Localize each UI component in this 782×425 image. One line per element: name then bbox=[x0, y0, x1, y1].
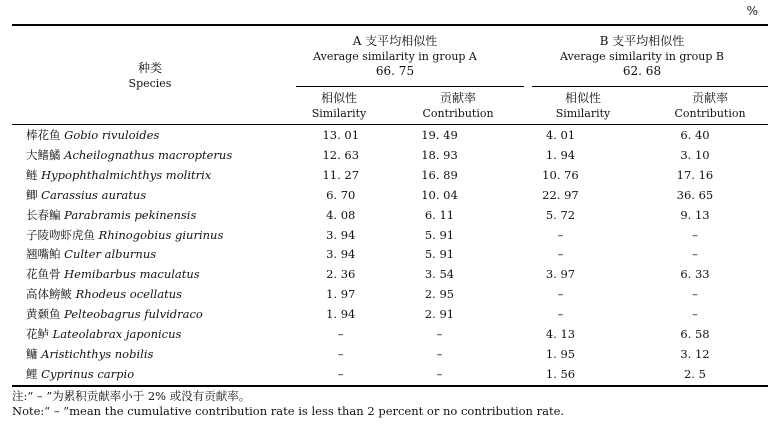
a-sim-cell: 3. 94 bbox=[326, 247, 356, 262]
species-header-zh: 种类 bbox=[137, 61, 162, 75]
group-b-divider bbox=[532, 86, 768, 87]
b-con-cell: 3. 10 bbox=[680, 147, 710, 162]
group-a-title-zh: A 支平均相似性 bbox=[352, 34, 438, 48]
a-sim-cell: – bbox=[337, 327, 344, 342]
b-sim-cell: 22. 97 bbox=[542, 187, 579, 202]
group-b-similarity-header: 相似性 Similarity bbox=[555, 91, 611, 120]
a-sim-cell: 2. 36 bbox=[326, 267, 356, 282]
a-con-cell: – bbox=[436, 366, 443, 381]
table-row bbox=[12, 206, 768, 226]
table-row bbox=[12, 305, 768, 325]
b-sim-cell: – bbox=[557, 307, 564, 322]
group-b-average: 62. 68 bbox=[622, 64, 662, 78]
species-cell bbox=[12, 365, 302, 385]
unit-label: % bbox=[746, 4, 758, 18]
group-a-average: 66. 75 bbox=[375, 64, 415, 78]
similarity-table bbox=[12, 126, 768, 385]
species-name-latin: Rhinogobius giurinus bbox=[98, 227, 224, 242]
species-name-zh: 棒花鱼 bbox=[26, 128, 61, 142]
b-sim-cell: 3. 97 bbox=[545, 267, 576, 282]
species-name-zh: 花鱼骨 bbox=[26, 267, 61, 282]
a-sim-cell: 11. 27 bbox=[322, 167, 360, 182]
species-name-zh: 子陵吻虾虎鱼 bbox=[26, 227, 95, 242]
b-con-cell: 36. 65 bbox=[676, 187, 714, 202]
species-name-zh: 长春鳊 bbox=[26, 207, 61, 222]
top-rule bbox=[12, 24, 768, 26]
species-name-latin: Acheilognathus macropterus bbox=[64, 147, 233, 162]
a-sim-cell: 13. 01 bbox=[322, 128, 360, 142]
b-con-cell: 6. 40 bbox=[680, 128, 710, 142]
species-name-zh: 大鳍鱊 bbox=[26, 147, 61, 162]
group-a-divider bbox=[296, 86, 524, 87]
species-name-zh: 鲢 bbox=[26, 167, 38, 182]
b-con-cell: – bbox=[692, 307, 698, 322]
b-sim-cell: – bbox=[557, 247, 564, 262]
species-cell bbox=[12, 186, 302, 206]
species-cell bbox=[12, 265, 302, 285]
species-cell bbox=[12, 126, 302, 146]
a-con-cell: 19. 49 bbox=[421, 128, 458, 142]
species-name-zh: 高体鳑鲏 bbox=[26, 287, 72, 302]
b-con-cell: 2. 5 bbox=[683, 366, 706, 381]
a-con-cell: 6. 11 bbox=[424, 207, 455, 222]
a-con-cell: 16. 89 bbox=[421, 167, 458, 182]
species-name-latin: Aristichthys nobilis bbox=[41, 346, 154, 361]
species-name-zh: 鳙 bbox=[26, 346, 38, 361]
species-header bbox=[60, 61, 240, 91]
b-sim-cell: – bbox=[557, 227, 564, 242]
b-con-cell: – bbox=[692, 227, 698, 242]
a-sim-cell: 6. 70 bbox=[326, 187, 356, 202]
species-name-zh: 花鲈 bbox=[26, 327, 49, 342]
b-sim-cell: 1. 56 bbox=[545, 366, 576, 381]
table-row bbox=[12, 186, 768, 206]
species-name-zh: 鲫 bbox=[26, 187, 38, 202]
table-row bbox=[12, 166, 768, 186]
table-row bbox=[12, 345, 768, 365]
group-a-contribution-header: 贡献率 Contribution bbox=[422, 91, 494, 120]
group-b-title-en: Average similarity in group B bbox=[560, 50, 724, 63]
species-name-latin: Gobio rivuloides bbox=[64, 128, 160, 142]
b-con-cell: 6. 33 bbox=[680, 267, 710, 282]
species-cell bbox=[12, 146, 302, 166]
b-sim-cell: 4. 13 bbox=[545, 327, 576, 342]
header-rule bbox=[12, 124, 768, 125]
table-row bbox=[12, 146, 768, 166]
b-sim-cell: 4. 01 bbox=[545, 128, 576, 142]
species-cell bbox=[12, 285, 302, 305]
b-con-cell: – bbox=[692, 287, 698, 302]
b-con-cell: 17. 16 bbox=[676, 167, 714, 182]
species-name-latin: Cyprinus carpio bbox=[41, 366, 135, 381]
species-cell bbox=[12, 206, 302, 226]
group-b-header bbox=[537, 34, 747, 79]
table-row bbox=[12, 226, 768, 246]
group-a-title-en: Average similarity in group A bbox=[313, 50, 477, 63]
a-sim-cell: 1. 94 bbox=[326, 307, 356, 322]
a-con-cell: 5. 91 bbox=[424, 227, 455, 242]
a-con-cell: 5. 91 bbox=[424, 247, 455, 262]
group-b-contribution-header: 贡献率 Contribution bbox=[674, 91, 746, 120]
group-b-title-zh: B 支平均相似性 bbox=[599, 34, 685, 48]
species-name-latin: Parabramis pekinensis bbox=[64, 207, 197, 222]
b-sim-cell: – bbox=[557, 287, 564, 302]
bottom-rule bbox=[12, 385, 768, 387]
b-con-cell: 3. 12 bbox=[680, 346, 710, 361]
species-cell bbox=[12, 325, 302, 345]
species-name-latin: Carassius auratus bbox=[41, 187, 147, 202]
a-sim-cell: 12. 63 bbox=[322, 147, 360, 162]
note-en: Note:“ – ”mean the cumulative contribution rate is less than 2 percent or no contribution rate. bbox=[12, 404, 565, 418]
species-cell bbox=[12, 305, 302, 325]
species-name-latin: Hypophthalmichthys molitrix bbox=[41, 167, 212, 182]
a-con-cell: 3. 54 bbox=[424, 267, 455, 282]
a-sim-cell: 1. 97 bbox=[326, 287, 356, 302]
group-a-similarity-header: 相似性 Similarity bbox=[311, 91, 367, 120]
a-sim-cell: – bbox=[337, 346, 344, 361]
table-row bbox=[12, 126, 768, 146]
species-name-latin: Pelteobagrus fulvidraco bbox=[64, 307, 203, 322]
species-cell bbox=[12, 166, 302, 186]
note-zh: 注:“ – ”为累积贡献率小于 2% 或没有贡献率。 bbox=[12, 389, 251, 403]
table-row bbox=[12, 245, 768, 265]
group-a-header bbox=[290, 34, 500, 79]
a-sim-cell: 4. 08 bbox=[326, 207, 356, 222]
species-name-zh: 翘嘴鲌 bbox=[26, 247, 61, 262]
table-row bbox=[12, 365, 768, 385]
species-cell bbox=[12, 345, 302, 365]
species-name-latin: Hemibarbus maculatus bbox=[64, 267, 200, 282]
a-con-cell: 2. 95 bbox=[424, 287, 455, 302]
b-sim-cell: 1. 95 bbox=[545, 346, 576, 361]
species-cell bbox=[12, 226, 302, 246]
species-name-latin: Lateolabrax japonicus bbox=[52, 327, 182, 342]
species-name-latin: Culter alburnus bbox=[64, 247, 157, 262]
a-con-cell: – bbox=[436, 327, 443, 342]
species-name-latin: Rhodeus ocellatus bbox=[75, 287, 183, 302]
species-cell bbox=[12, 245, 302, 265]
a-con-cell: 18. 93 bbox=[421, 147, 458, 162]
a-sim-cell: – bbox=[337, 366, 344, 381]
b-con-cell: 9. 13 bbox=[680, 207, 710, 222]
b-sim-cell: 1. 94 bbox=[545, 147, 576, 162]
table-row bbox=[12, 265, 768, 285]
species-name-zh: 黄颡鱼 bbox=[26, 307, 61, 322]
table-row bbox=[12, 325, 768, 345]
b-con-cell: – bbox=[692, 247, 698, 262]
a-sim-cell: 3. 94 bbox=[326, 227, 356, 242]
b-sim-cell: 10. 76 bbox=[542, 167, 579, 182]
a-con-cell: 10. 04 bbox=[421, 187, 458, 202]
species-header-en: Species bbox=[128, 77, 172, 90]
b-sim-cell: 5. 72 bbox=[545, 207, 576, 222]
b-con-cell: 6. 58 bbox=[680, 327, 710, 342]
species-name-zh: 鲤 bbox=[26, 366, 38, 381]
a-con-cell: – bbox=[436, 346, 443, 361]
a-con-cell: 2. 91 bbox=[424, 307, 455, 322]
table-row bbox=[12, 285, 768, 305]
